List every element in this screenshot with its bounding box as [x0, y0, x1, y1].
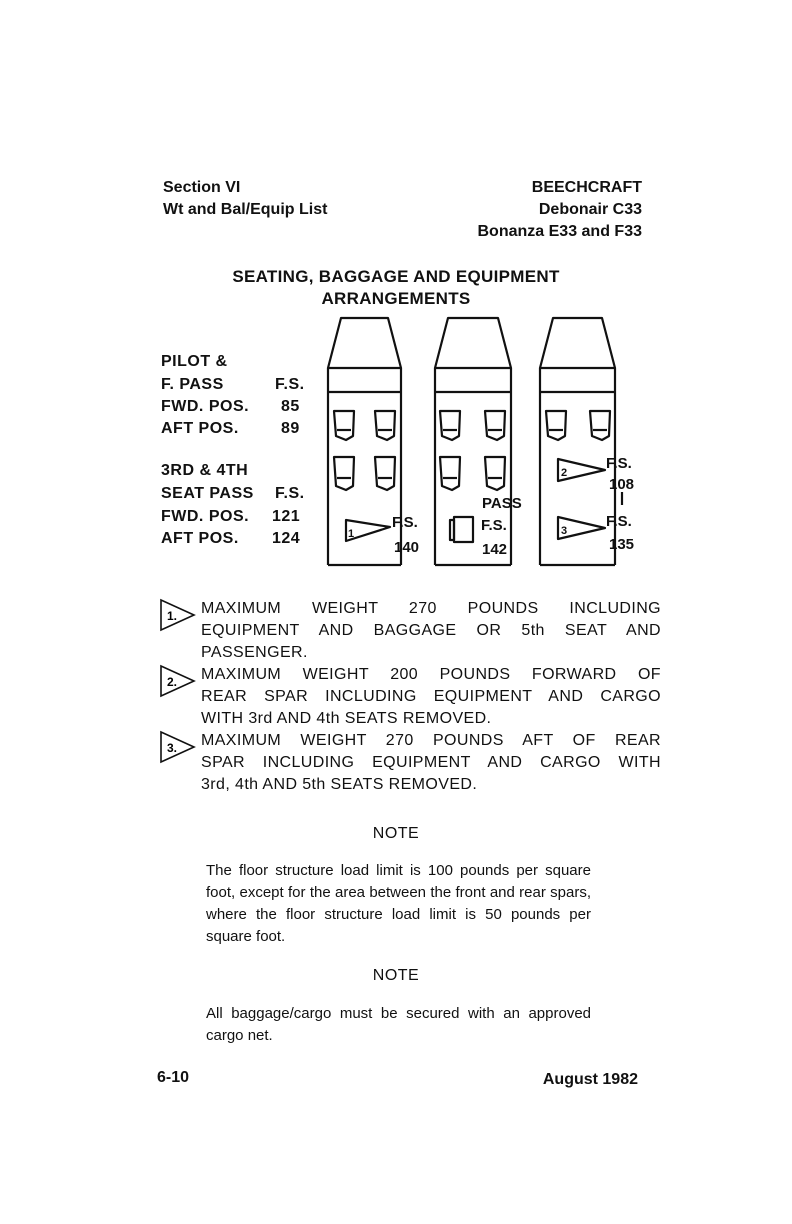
footnote-2	[158, 662, 661, 728]
seat-icon	[334, 457, 354, 490]
footnote-2-line-3: WITH 3rd AND 4th SEATS REMOVED.	[201, 710, 492, 727]
cabin-diagram-1	[328, 318, 401, 565]
aft-pos-value-2: 124	[272, 530, 301, 547]
footnote-marker-2-icon	[158, 664, 198, 700]
d2-fs-label: F.S.	[481, 517, 507, 534]
cabin-diagrams	[0, 0, 792, 600]
aft-pos-value-1: 89	[281, 420, 300, 437]
fwd-pos-value-2: 121	[272, 508, 301, 525]
d1-fs-label: F.S.	[392, 514, 418, 531]
footnote-1-line-3: PASSENGER.	[201, 644, 308, 661]
footnote-2-line-2: REAR SPAR INCLUDING EQUIPMENT AND CARGO	[201, 688, 661, 705]
svg-text:2.: 2.	[167, 675, 178, 689]
d3-fs-value-a: 108	[609, 476, 635, 493]
subsection-label: Wt and Bal/Equip List	[163, 201, 328, 218]
seat-icon	[334, 411, 354, 440]
d3-fs-label-b: F.S.	[606, 513, 632, 530]
section-label: Section VI	[163, 179, 241, 196]
rear-label-1: 3RD & 4TH	[161, 462, 249, 479]
note-1-text: The floor structure load limit is 100 pounds per square foot, except for the area between the front and rear spars, where the floor structure load limit is 50 pounds per square foot.	[206, 862, 591, 945]
footnote-2-line-1: MAXIMUM WEIGHT 200 POUNDS FORWARD OF	[201, 666, 661, 683]
brand-label: BEECHCRAFT	[531, 179, 642, 196]
seat-icon	[485, 411, 505, 440]
d2-fs-value: 142	[482, 541, 508, 558]
d1-fs-value: 140	[394, 539, 420, 556]
footnote-marker-3-icon	[158, 730, 198, 766]
seat-icon	[590, 411, 610, 440]
footnote-3-line-2: SPAR INCLUDING EQUIPMENT AND CARGO WITH	[201, 754, 661, 771]
model-label-2: Bonanza E33 and F33	[477, 223, 642, 240]
seat-icon	[546, 411, 566, 440]
note-2-text: All baggage/cargo must be secured with an approved cargo net.	[206, 1005, 591, 1044]
d1-marker: 1	[348, 528, 355, 540]
seat-icon	[485, 457, 505, 490]
page-title-line1: SEATING, BAGGAGE AND EQUIPMENT	[232, 267, 560, 286]
note-1-heading: NOTE	[372, 825, 420, 842]
footnote-3-line-1: MAXIMUM WEIGHT 270 POUNDS AFT OF REAR	[201, 732, 661, 749]
rear-label-2: SEAT PASS	[161, 485, 254, 502]
fwd-pos-value-1: 85	[281, 398, 300, 415]
footnote-3-line-3: 3rd, 4th AND 5th SEATS REMOVED.	[201, 776, 478, 793]
fifth-seat-icon	[454, 517, 473, 542]
seat-icon	[440, 457, 460, 490]
seat-icon	[375, 411, 395, 440]
fwd-pos-label-2: FWD. POS.	[161, 508, 250, 525]
svg-text:3.: 3.	[167, 741, 178, 755]
d3-fs-value-b: 135	[609, 536, 635, 553]
model-label-1: Debonair C33	[538, 201, 642, 218]
pilot-label-1: PILOT &	[161, 353, 228, 370]
note-2-heading: NOTE	[372, 967, 420, 984]
fwd-pos-label-1: FWD. POS.	[161, 398, 250, 415]
page-title-line2: ARRANGEMENTS	[321, 289, 471, 308]
revision-date: August 1982	[542, 1071, 638, 1088]
seat-icon	[375, 457, 395, 490]
footnote-1	[158, 596, 661, 662]
page-number: 6-10	[157, 1069, 190, 1086]
svg-text:1.: 1.	[167, 609, 178, 623]
footnote-3	[158, 728, 661, 794]
d3-marker-b: 3	[561, 525, 568, 537]
aft-pos-label-1: AFT POS.	[161, 420, 239, 437]
fs-header-1: F.S.	[275, 376, 305, 393]
footnote-1-line-2: EQUIPMENT AND BAGGAGE OR 5th SEAT AND	[201, 622, 661, 639]
aft-pos-label-2: AFT POS.	[161, 530, 239, 547]
d3-fs-label-a: F.S.	[606, 455, 632, 472]
seat-icon	[440, 411, 460, 440]
d3-marker-a: 2	[561, 467, 568, 479]
footnote-1-line-1: MAXIMUM WEIGHT 270 POUNDS INCLUDING	[201, 600, 661, 617]
d2-pass-label: PASS	[482, 495, 522, 512]
footnotes	[158, 596, 661, 794]
pilot-label-2: F. PASS	[161, 376, 224, 393]
footnote-marker-1-icon	[158, 598, 198, 634]
fs-header-2: F.S.	[275, 485, 305, 502]
